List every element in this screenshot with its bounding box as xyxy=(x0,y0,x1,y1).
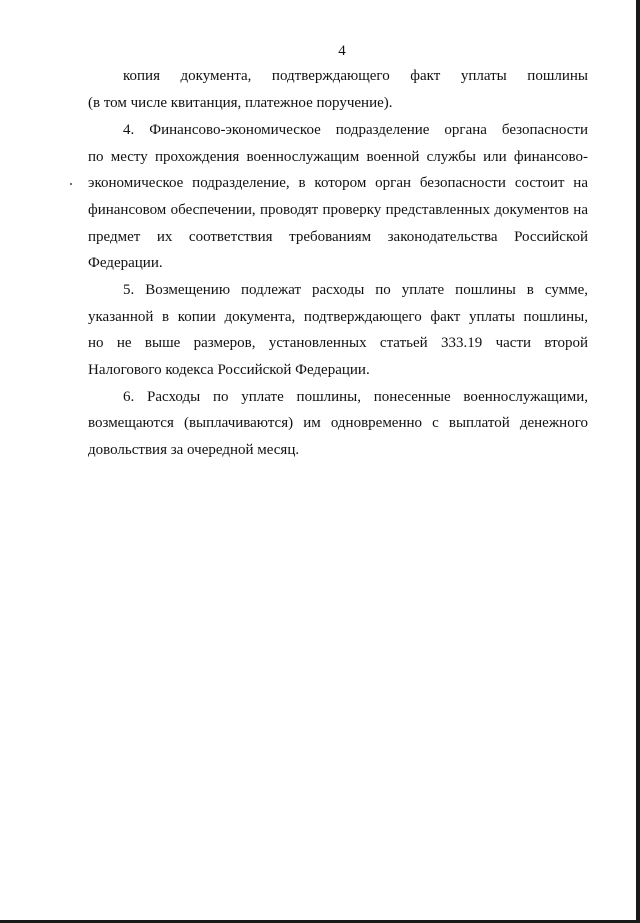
text-line: 5. Возмещению подлежат расходы по уплате пошлины в сумме, xyxy=(123,282,588,298)
text-line: Налогового кодекса Российской Федерации. xyxy=(88,362,370,378)
page-number: 4 xyxy=(338,43,346,59)
text-line: экономическое подразделение, в котором орган безопасности состоит на xyxy=(88,175,588,191)
text-line: возмещаются (выплачиваются) им одновременно с выплатой денежного xyxy=(88,415,588,431)
text-line: предмет их соответствия требованиям законодательства Российской xyxy=(88,229,588,245)
text-line: но не выше размеров, установленных статьей 333.19 части второй xyxy=(88,335,588,351)
text-line: 6. Расходы по уплате пошлины, понесенные военнослужащими, xyxy=(123,389,588,405)
text-line: копия документа, подтверждающего факт уплаты пошлины xyxy=(123,68,588,84)
text-line: (в том числе квитанция, платежное поручение). xyxy=(88,95,393,111)
text-line: Федерации. xyxy=(88,255,163,271)
text-line: по месту прохождения военнослужащим военной службы или финансово- xyxy=(88,149,588,165)
text-line: финансовом обеспечении, проводят проверку представленных документов на xyxy=(88,202,588,218)
text-line: 4. Финансово-экономическое подразделение органа безопасности xyxy=(123,122,588,138)
scan-border-right xyxy=(636,0,640,923)
text-line: довольствия за очередной месяц. xyxy=(88,442,300,458)
text-line: указанной в копии документа, подтверждающего факт уплаты пошлины, xyxy=(88,309,588,325)
scan-speck xyxy=(70,183,72,185)
